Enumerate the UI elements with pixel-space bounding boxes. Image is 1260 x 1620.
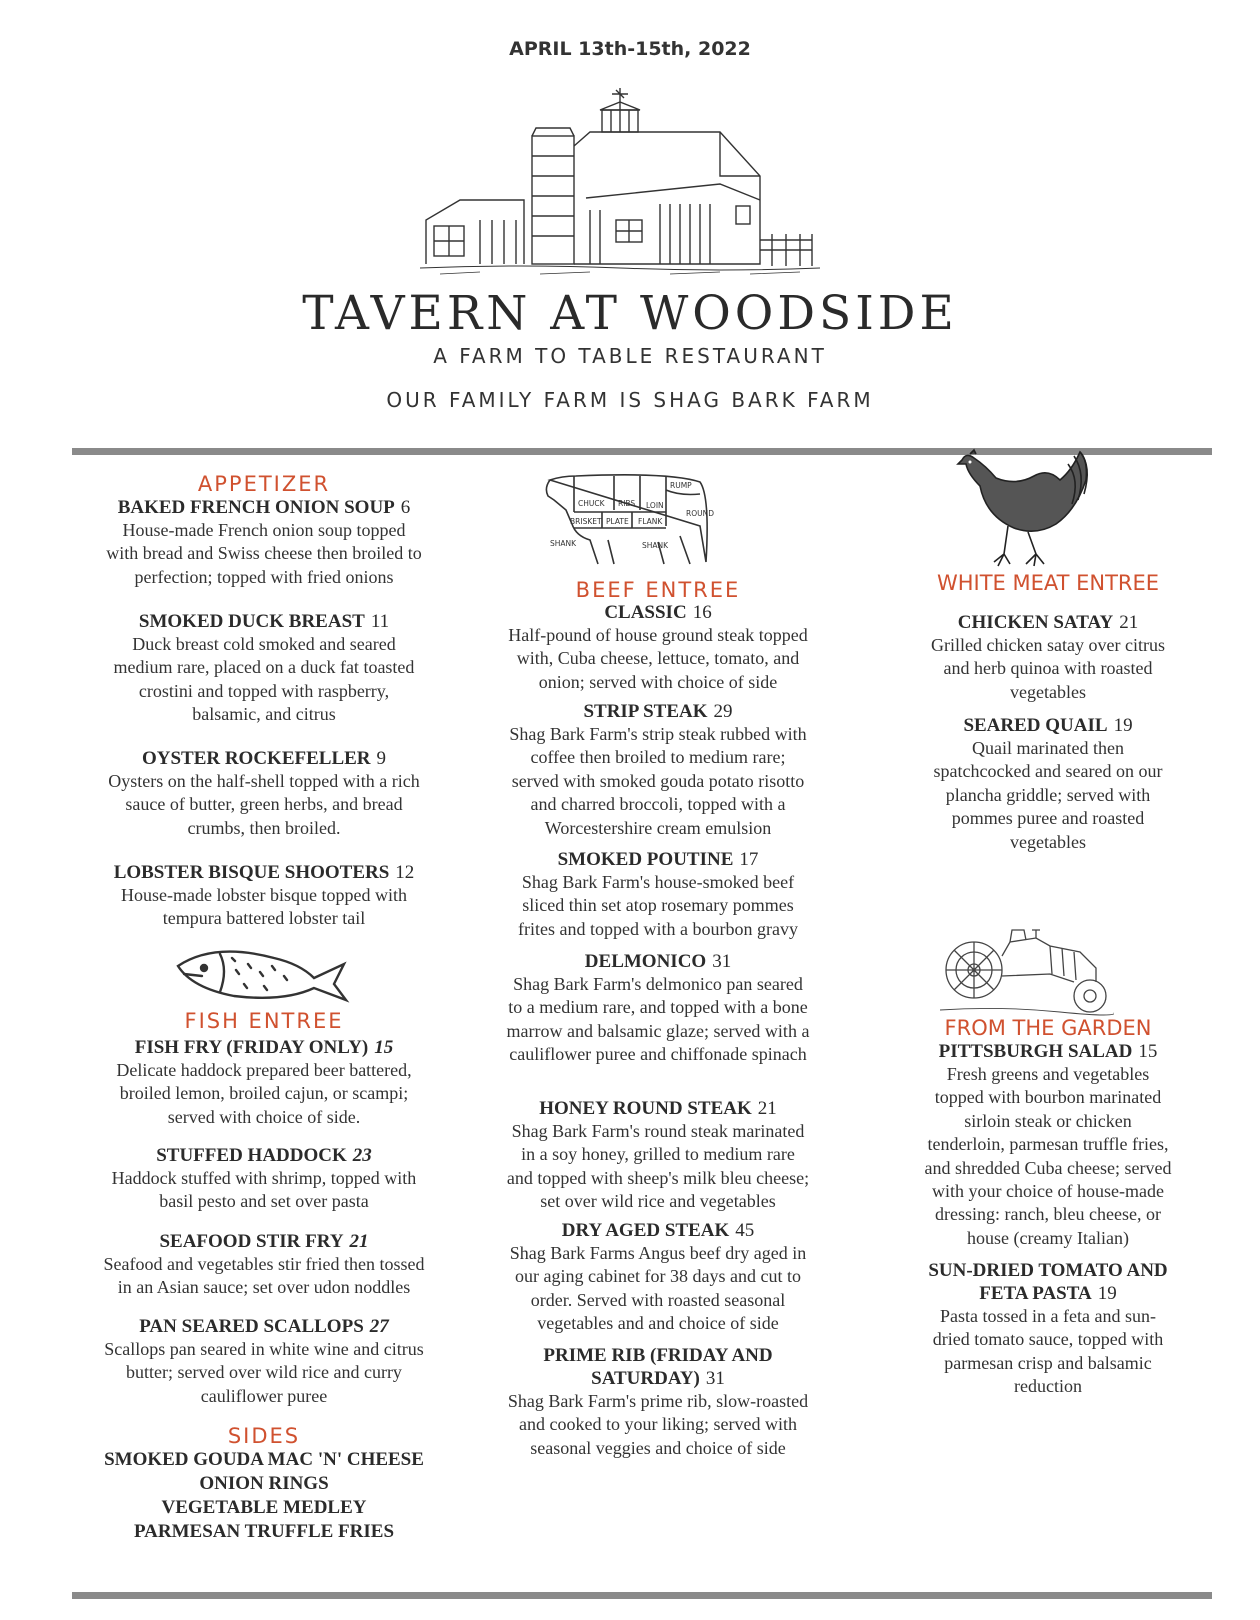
description-line: balsamic, and citrus: [192, 704, 336, 725]
item-name: DELMONICO: [584, 951, 707, 972]
item-description: [488, 723, 828, 840]
restaurant-title: TAVERN AT WOODSIDE: [302, 286, 958, 341]
white-meat-heading: [880, 571, 1216, 595]
section-heading: BEEF ENTREE: [575, 578, 741, 602]
item-name: SEARED QUAIL: [963, 715, 1108, 736]
description-line: with, Cuba cheese, lettuce, tomato, and: [516, 648, 800, 669]
description-line: and cooked to your liking; served with: [519, 1414, 797, 1435]
item-description: [88, 1253, 440, 1300]
section-heading: SIDES: [227, 1424, 301, 1448]
description-line: spatchcocked and seared on our: [933, 761, 1163, 782]
beef-heading: [488, 578, 828, 602]
item-title: [88, 1315, 440, 1338]
item-price: 45: [735, 1220, 755, 1241]
item-description: [880, 737, 1216, 854]
item-name: STUFFED HADDOCK: [156, 1145, 347, 1166]
description-line: House-made French onion soup topped: [122, 520, 406, 540]
description-line: Delicate haddock prepared beer battered,: [116, 1060, 412, 1080]
description-line: tempura battered lobster tail: [162, 908, 366, 929]
cow-cut-label: LOIN: [646, 501, 664, 510]
menu-item: [88, 610, 440, 727]
side-item: ONION RINGS: [199, 1473, 329, 1494]
section-heading: APPETIZER: [197, 472, 331, 496]
item-price: 12: [395, 862, 415, 883]
item-name-line: SUN-DRIED TOMATO AND: [928, 1260, 1168, 1281]
item-price: 19: [1097, 1283, 1117, 1304]
description-line: sauce of butter, green herbs, and bread: [125, 794, 403, 815]
menu-item: [488, 1097, 828, 1214]
item-name-line: PRIME RIB (FRIDAY AND: [543, 1345, 773, 1366]
cow-cut-label: BRISKET: [570, 517, 602, 526]
description-line: sirloin steak or chicken: [964, 1110, 1132, 1131]
item-description: [880, 1305, 1216, 1399]
item-price: 16: [692, 602, 712, 623]
description-line: in an Asian sauce; set over udon noddles: [117, 1277, 411, 1298]
item-title: [880, 1259, 1216, 1305]
item-price: 31: [712, 951, 732, 972]
description-line: with bread and Swiss cheese then broiled to: [106, 543, 422, 564]
description-line: served with smoked gouda potato risotto: [511, 770, 805, 791]
description-line: pommes puree and roasted: [951, 808, 1145, 829]
description-line: Haddock stuffed with shrimp, topped with: [111, 1168, 417, 1188]
menu-item: [488, 601, 828, 694]
menu-item: [488, 1219, 828, 1336]
item-name: HONEY ROUND STEAK: [539, 1098, 752, 1119]
menu-item: [488, 950, 828, 1067]
description-line: vegetables and and choice of side: [537, 1313, 779, 1334]
description-line: Shag Bark Farm's prime rib, slow-roasted: [507, 1391, 809, 1411]
item-price: 31: [705, 1368, 725, 1389]
menu-item: [88, 747, 440, 840]
sides-section: [88, 1424, 440, 1544]
description-line: vegetables: [1010, 831, 1086, 852]
item-title: [488, 950, 828, 973]
description-line: set over wild rice and vegetables: [540, 1191, 776, 1212]
description-line: Fresh greens and vegetables: [946, 1064, 1150, 1084]
cow-cut-label: ROUND: [686, 509, 714, 518]
description-line: vegetables: [1010, 681, 1086, 702]
description-line: with your choice of house-made: [932, 1181, 1164, 1202]
menu-item: [880, 1040, 1216, 1250]
item-title: [88, 610, 440, 633]
description-line: and topped with sheep's milk bleu cheese;: [506, 1167, 810, 1188]
menu-item: [488, 1344, 828, 1460]
description-line: Shag Bark Farms Angus beef dry aged in: [509, 1243, 807, 1263]
item-price: 21: [1119, 612, 1139, 633]
item-description: [88, 1338, 440, 1408]
item-price: 9: [376, 748, 387, 769]
item-price: 29: [713, 701, 733, 722]
description-line: butter; served over wild rice and curry: [126, 1362, 402, 1383]
item-title: [880, 1040, 1216, 1063]
section-heading: FROM THE GARDEN: [944, 1016, 1152, 1040]
description-line: parmesan crisp and balsamic: [944, 1352, 1152, 1373]
description-line: Shag Bark Farm's strip steak rubbed with: [509, 724, 807, 744]
section-heading: FISH ENTREE: [184, 1009, 344, 1033]
bottom-divider: [72, 1592, 1212, 1599]
description-line: Pasta tossed in a feta and sun-: [940, 1306, 1156, 1326]
item-name: SMOKED POUTINE: [557, 849, 734, 870]
item-description: [488, 871, 828, 941]
item-title: [88, 1230, 440, 1253]
description-line: Worcestershire cream emulsion: [544, 817, 772, 838]
item-price: 21: [349, 1231, 369, 1252]
description-line: frites and topped with a bourbon gravy: [518, 918, 798, 939]
cow-cut-label: PLATE: [606, 517, 629, 526]
cow-cut-label: RUMP: [670, 481, 692, 490]
side-item: SMOKED GOUDA MAC 'N' CHEESE: [104, 1449, 424, 1470]
fish-heading: [88, 1009, 440, 1033]
side-item: PARMESAN TRUFFLE FRIES: [133, 1521, 395, 1542]
description-line: order. Served with roasted seasonal: [530, 1289, 786, 1310]
item-title: [488, 1097, 828, 1120]
item-title: [488, 1344, 828, 1390]
cow-cut-label: RIBS: [618, 499, 636, 508]
description-line: dressing: ranch, bleu cheese, or: [935, 1204, 1161, 1225]
item-name: FISH FRY (FRIDAY ONLY): [134, 1037, 369, 1058]
description-line: perfection; topped with fried onions: [134, 566, 394, 587]
description-line: served with choice of side.: [167, 1106, 361, 1127]
menu-item: [880, 1259, 1216, 1399]
description-line: topped with bourbon marinated: [934, 1087, 1162, 1108]
description-line: Shag Bark Farm's round steak marinated: [511, 1121, 805, 1141]
item-name: LOBSTER BISQUE SHOOTERS: [113, 862, 390, 883]
chicken-illustration: [956, 446, 1094, 570]
menu-item: [880, 611, 1216, 704]
description-line: basil pesto and set over pasta: [159, 1191, 369, 1212]
item-title: [488, 601, 828, 624]
item-name: PAN SEARED SCALLOPS: [139, 1316, 364, 1337]
menu-item: [88, 1315, 440, 1408]
item-title: [488, 1219, 828, 1242]
item-title: [880, 611, 1216, 634]
item-price: 27: [369, 1316, 389, 1337]
item-description: [488, 1390, 828, 1460]
menu-item: [488, 700, 828, 840]
family-farm-line: OUR FAMILY FARM IS SHAG BARK FARM: [386, 388, 874, 412]
side-item: VEGETABLE MEDLEY: [161, 1497, 367, 1518]
item-title: [88, 1144, 440, 1167]
menu-item: [88, 1036, 440, 1129]
item-name: DRY AGED STEAK: [561, 1220, 730, 1241]
item-description: [488, 624, 828, 694]
cow-cut-label: SHANK: [642, 541, 669, 550]
description-line: Shag Bark Farm's delmonico pan seared: [513, 974, 803, 994]
item-price: 6: [400, 497, 411, 518]
menu-item: [88, 1144, 440, 1214]
description-line: Shag Bark Farm's house-smoked beef: [521, 872, 795, 892]
item-price: 23: [352, 1145, 372, 1166]
description-line: cauliflower puree: [200, 1385, 328, 1406]
item-name: SEAFOOD STIR FRY: [159, 1231, 344, 1252]
cow-cut-label: SHANK: [550, 539, 577, 548]
description-line: plancha griddle; served with: [945, 784, 1151, 805]
item-price: 15: [374, 1037, 394, 1058]
description-line: and shredded Cuba cheese; served: [924, 1157, 1172, 1178]
description-line: cauliflower puree and chiffonade spinach: [509, 1044, 807, 1065]
cow-cut-label: FLANK: [638, 517, 663, 526]
description-line: sliced thin set atop rosemary pommes: [522, 895, 794, 916]
description-line: our aging cabinet for 38 days and cut to: [515, 1266, 801, 1287]
item-description: [88, 770, 440, 840]
item-price: 17: [739, 849, 759, 870]
description-line: house (creamy Italian): [967, 1227, 1129, 1248]
appetizer-heading: [88, 472, 440, 496]
description-line: broiled lemon, broiled cajun, or scampi;: [119, 1083, 409, 1104]
item-title: [880, 714, 1216, 737]
item-description: [880, 634, 1216, 704]
item-title: [88, 747, 440, 770]
description-line: to a medium rare, and topped with a bone: [508, 997, 808, 1018]
description-line: Quail marinated then: [972, 738, 1124, 758]
description-line: Scallops pan seared in white wine and citrus: [104, 1339, 424, 1359]
description-line: coffee then broiled to medium rare;: [530, 747, 786, 768]
menu-item: [88, 1230, 440, 1300]
item-price: 11: [370, 611, 390, 632]
description-line: Oysters on the half-shell topped with a rich: [108, 771, 420, 791]
item-name-line: FETA PASTA: [979, 1283, 1092, 1304]
description-line: House-made lobster bisque topped with: [121, 885, 407, 905]
item-name: PITTSBURGH SALAD: [938, 1041, 1133, 1062]
item-name: CLASSIC: [604, 602, 687, 623]
menu-item: [488, 848, 828, 941]
item-description: [88, 1059, 440, 1129]
item-description: [880, 1063, 1216, 1250]
item-name: SMOKED DUCK BREAST: [138, 611, 365, 632]
item-name-line: SATURDAY): [591, 1368, 700, 1389]
item-description: [488, 973, 828, 1067]
description-line: Seafood and vegetables stir fried then tossed: [103, 1254, 425, 1274]
item-name: CHICKEN SATAY: [957, 612, 1114, 633]
section-heading: WHITE MEAT ENTREE: [936, 571, 1160, 595]
item-description: [88, 633, 440, 727]
item-description: [488, 1242, 828, 1336]
description-line: in a soy honey, grilled to medium rare: [521, 1144, 795, 1165]
item-description: [488, 1120, 828, 1214]
description-line: dried tomato sauce, topped with: [932, 1329, 1164, 1350]
item-title: [88, 861, 440, 884]
menu-item: [880, 714, 1216, 854]
item-title: [488, 700, 828, 723]
item-title: [488, 848, 828, 871]
description-line: marrow and balsamic glaze; served with a: [506, 1020, 810, 1041]
menu-item: [88, 861, 440, 931]
description-line: Half-pound of house ground steak topped: [508, 625, 808, 645]
description-line: and herb quinoa with roasted: [943, 658, 1153, 679]
description-line: seasonal veggies and choice of side: [530, 1437, 786, 1458]
item-name: BAKED FRENCH ONION SOUP: [117, 497, 395, 518]
item-title: [88, 496, 440, 519]
cow-cuts-diagram: [540, 466, 716, 568]
tractor-illustration: [940, 926, 1114, 1016]
description-line: onion; served with choice of side: [538, 671, 778, 692]
item-description: [88, 1167, 440, 1214]
description-line: reduction: [1014, 1376, 1082, 1397]
description-line: crumbs, then broiled.: [187, 817, 341, 838]
description-line: Duck breast cold smoked and seared: [132, 634, 396, 654]
description-line: medium rare, placed on a duck fat toasted: [113, 657, 415, 678]
item-name: OYSTER ROCKEFELLER: [141, 748, 371, 769]
fish-illustration: [174, 940, 350, 1006]
item-price: 19: [1113, 715, 1133, 736]
description-line: tenderloin, parmesan truffle fries,: [927, 1134, 1169, 1155]
item-name: STRIP STEAK: [583, 701, 708, 722]
description-line: and charred broccoli, topped with a: [530, 794, 786, 815]
garden-heading: [880, 1016, 1216, 1040]
item-title: [88, 1036, 440, 1059]
menu-item: [88, 496, 440, 589]
barn-illustration: [420, 80, 820, 280]
item-description: [88, 884, 440, 931]
cow-cut-label: CHUCK: [578, 499, 605, 508]
menu-date: APRIL 13th-15th, 2022: [509, 38, 751, 60]
item-price: 21: [757, 1098, 777, 1119]
item-description: [88, 519, 440, 589]
restaurant-subtitle: A FARM TO TABLE RESTAURANT: [433, 344, 827, 368]
description-line: Grilled chicken satay over citrus: [931, 635, 1165, 655]
description-line: crostini and topped with raspberry,: [138, 680, 390, 701]
item-price: 15: [1138, 1041, 1158, 1062]
